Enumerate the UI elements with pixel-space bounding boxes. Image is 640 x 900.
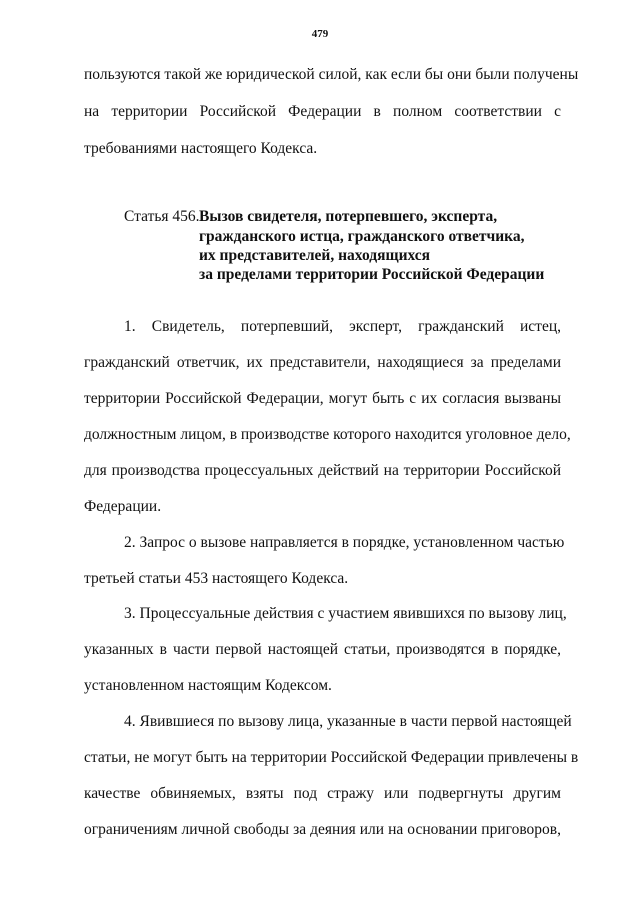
- article-title-line: их представителей, находящихся: [199, 247, 431, 264]
- text-line: для производства процессуальных действий на территории Российской: [84, 462, 561, 479]
- text-line: гражданский ответчик, их представители, находящиеся за пределами: [84, 354, 561, 371]
- text-line: пользуются такой же юридической силой, как если бы они были получены: [84, 66, 579, 83]
- article-title-line: гражданского истца, гражданского ответчика,: [199, 228, 525, 245]
- text-line: территории Российской Федерации, могут быть с их согласия вызваны: [84, 390, 561, 407]
- text-line: качестве обвиняемых, взяты под стражу или подвергнуты другим: [84, 785, 561, 802]
- article-title-line: за пределами территории Российской Федерации: [199, 266, 545, 283]
- text-line: должностным лицом, в производстве которого находится уголовное дело,: [84, 426, 571, 443]
- text-line: требованиями настоящего Кодекса.: [84, 140, 318, 157]
- page-number: 479: [311, 28, 329, 40]
- text-line: установленном настоящим Кодексом.: [84, 677, 332, 694]
- text-line: 4. Явившиеся по вызову лица, указанные в части первой настоящей: [124, 713, 572, 730]
- text-line: на территории Российской Федерации в полном соответствии с: [84, 103, 561, 120]
- text-line: статьи, не могут быть на территории Российской Федерации привлечены в: [84, 749, 579, 766]
- text-line: указанных в части первой настоящей статьи, производятся в порядке,: [84, 641, 561, 658]
- text-line: 1. Свидетель, потерпевший, эксперт, гражданский истец,: [124, 318, 561, 335]
- text-line: ограничениям личной свободы за деяния или на основании приговоров,: [84, 821, 561, 838]
- article-title-line: Вызов свидетеля, потерпевшего, эксперта,: [199, 208, 498, 225]
- text-line: Федерации.: [84, 498, 162, 515]
- text-line: 3. Процессуальные действия с участием явившихся по вызову лиц,: [124, 605, 567, 622]
- text-line: третьей статьи 453 настоящего Кодекса.: [84, 570, 349, 587]
- text-line: 2. Запрос о вызове направляется в порядке, установленном частью: [124, 534, 565, 551]
- article-number: Статья 456.: [124, 208, 200, 225]
